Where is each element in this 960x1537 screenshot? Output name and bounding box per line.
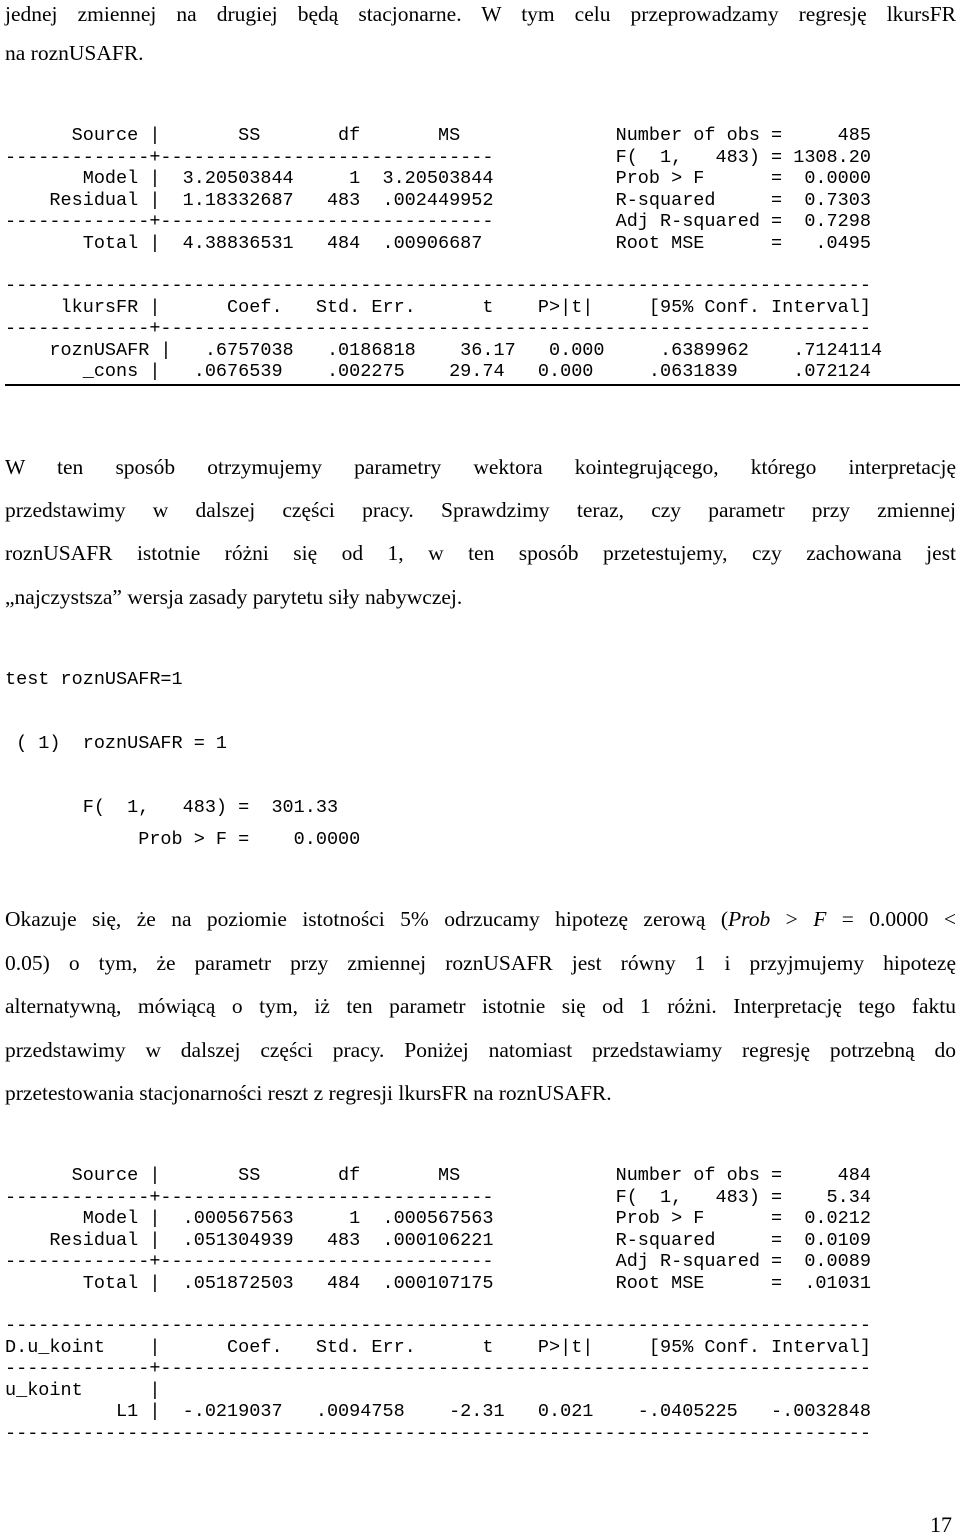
regression-1-coef-line: _cons | .0676539 .002275 29.74 0.000 .0631839 .072124 <box>5 361 871 382</box>
paragraph-3-f: F <box>813 907 827 931</box>
paragraph-3-line-5: przetestowania stacjonarności reszt z regresji lkursFR na roznUSAFR. <box>5 1081 612 1105</box>
regression-1-anova-line: Residual | 1.18332687 483 .002449952 R-squared = 0.7303 <box>5 189 871 211</box>
intro-line-2: na roznUSAFR. <box>5 41 144 65</box>
paragraph-2-line-2: przedstawimy w dalszej części pracy. Sprawdzimy teraz, czy parametr przy zmiennej <box>5 498 956 522</box>
paragraph-3-line-1-text-c: = 0.0000 < <box>826 907 956 931</box>
test-prob: Prob > F = 0.0000 <box>5 829 361 850</box>
regression-2-coef-line: -------------+---------------------------------------------------------------- <box>5 1358 871 1379</box>
paragraph-2-line-3: roznUSAFR istotnie różni się od 1, w ten sposób przetestujemy, czy zachowana jest <box>5 541 956 565</box>
paragraph-3-line-1-text-a: Okazuje się, że na poziomie istotności 5% odrzucamy hipotezę zerową ( <box>5 907 729 931</box>
regression-2-anova-line: Residual | .051304939 483 .000106221 R-squared = 0.0109 <box>5 1229 871 1251</box>
regression-2-anova-line: Total | .051872503 484 .000107175 Root MSE = .01031 <box>5 1272 871 1294</box>
regression-2-coef-line: D.u_koint | Coef. Std. Err. t P>|t| [95% Conf. Interval] <box>5 1336 871 1358</box>
regression-1-anova-line: -------------+------------------------------ F( 1, 483) = 1308.20 <box>5 146 871 168</box>
regression-1-coef-line: ------------------------------------------------------------------------------ <box>5 275 871 296</box>
page-number: 17 <box>930 1512 952 1537</box>
regression-2-coef-line: u_koint | <box>5 1379 161 1401</box>
paragraph-3-line-2: 0.05) o tym, że parametr przy zmiennej roznUSAFR jest równy 1 i przyjmujemy hipotezę <box>5 951 956 975</box>
regression-2-anova-line: Source | SS df MS Number of obs = 484 <box>5 1165 871 1186</box>
regression-2-coef-line: ------------------------------------------------------------------------------ <box>5 1422 871 1444</box>
regression-1-coef-line: roznUSAFR | .6757038 .0186818 36.17 0.000 .6389962 .7124114 <box>5 339 883 361</box>
regression-1-anova-line: Total | 4.38836531 484 .00906687 Root MSE = .0495 <box>5 232 871 254</box>
test-f-statistic: F( 1, 483) = 301.33 <box>5 797 339 818</box>
test-hypothesis: ( 1) roznUSAFR = 1 <box>5 733 228 754</box>
regression-2-anova-line: Model | .000567563 1 .000567563 Prob > F = 0.0212 <box>5 1208 871 1229</box>
regression-1-coef-line: lkursFR | Coef. Std. Err. t P>|t| [95% Conf. Interval] <box>5 296 871 318</box>
regression-2-anova-line: -------------+------------------------------ Adj R-squared = 0.0089 <box>5 1251 871 1272</box>
paragraph-2-line-4: „najczystsza” wersja zasady parytetu siły nabywczej. <box>5 585 463 609</box>
intro-line-1: jednej zmiennej na drugiej będą stacjonarne. W tym celu przeprowadzamy regresję lkursFR <box>5 2 956 26</box>
paragraph-3-line-3: alternatywną, mówiącą o tym, iż ten parametr istotnie się od 1 różni. Interpretację tego faktu <box>5 994 956 1018</box>
regression-1-anova-line: Source | SS df MS Number of obs = 485 <box>5 125 871 146</box>
regression-2-coef-line: L1 | -.0219037 .0094758 -2.31 0.021 -.0405225 -.0032848 <box>5 1401 871 1422</box>
regression-2-coef-line: ------------------------------------------------------------------------------ <box>5 1315 871 1336</box>
paragraph-3-line-4: przedstawimy w dalszej części pracy. Poniżej natomiast przedstawiamy regresję potrzebną do <box>5 1038 956 1062</box>
regression-1-anova-line: Model | 3.20503844 1 3.20503844 Prob > F = 0.0000 <box>5 168 871 189</box>
regression-1-anova-line: -------------+------------------------------ Adj R-squared = 0.7298 <box>5 211 871 232</box>
regression-1-bottom-rule <box>5 384 960 386</box>
paragraph-3-line-1-text-b: > <box>770 907 814 931</box>
regression-2-anova-line: -------------+------------------------------ F( 1, 483) = 5.34 <box>5 1186 871 1208</box>
paragraph-2-line-1: W ten sposób otrzymujemy parametry wektora kointegrującego, którego interpretację <box>5 455 956 479</box>
paragraph-3-prob: Prob <box>728 907 771 931</box>
test-command: test roznUSAFR=1 <box>5 669 183 690</box>
regression-1-coef-line: -------------+---------------------------------------------------------------- <box>5 318 871 339</box>
paragraph-3-line-1 <box>5 907 956 932</box>
